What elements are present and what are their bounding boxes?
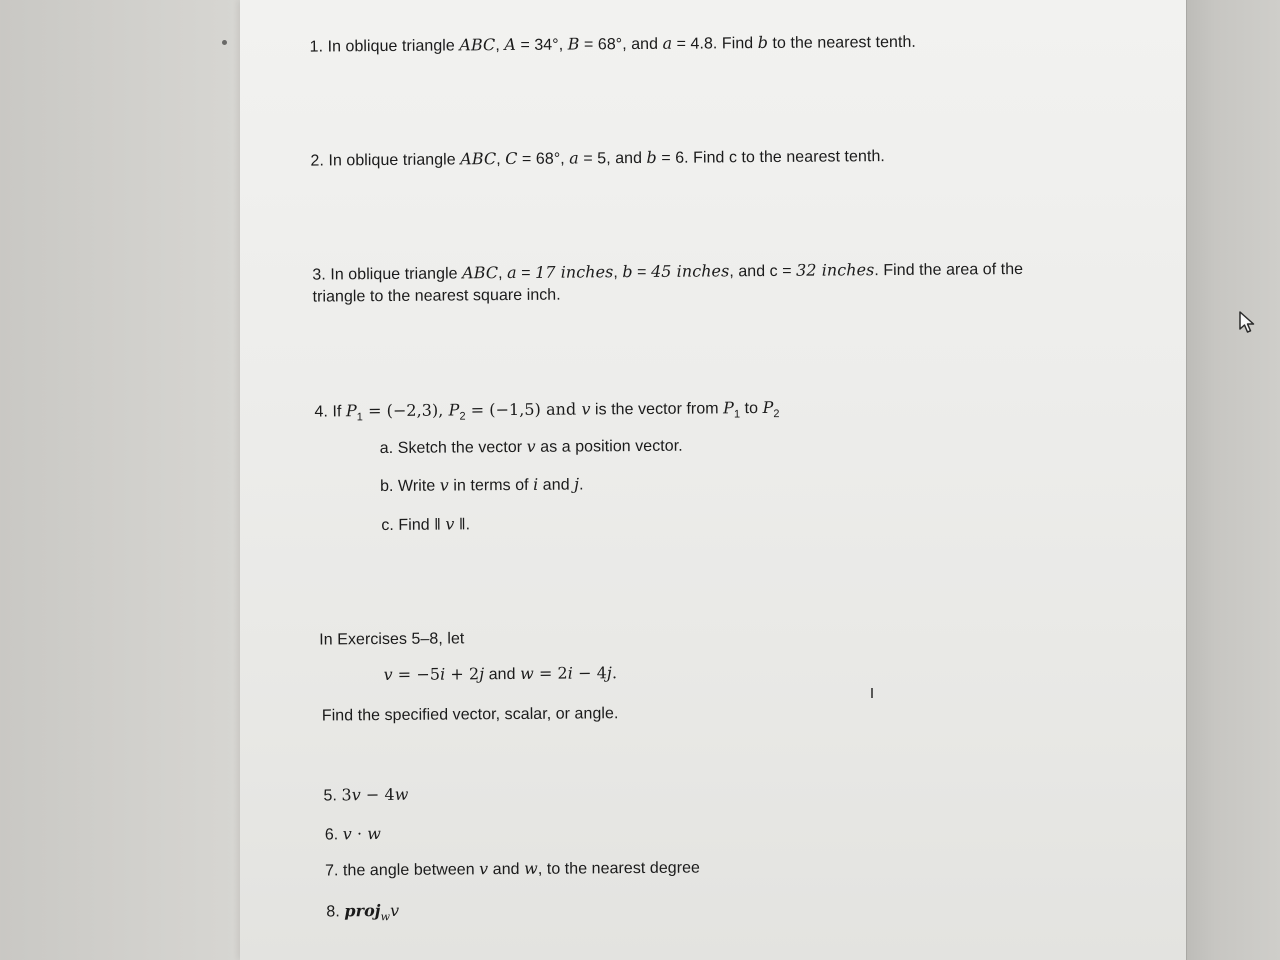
question-7: 7. the angle between v and w, to the nearest degree xyxy=(324,858,701,880)
question-2: 2. In oblique triangle ABC, C = 68°, a = 5, and b = 6. Find c to the nearest tenth. xyxy=(310,147,885,170)
question-4: 4. If $P_1 = (-2,3)$, $P_2 = (-1,5)$ and v is the vector from $P_1$ to $P_2$ xyxy=(314,397,780,424)
question-4a: a. Sketch the vector v as a position vector. xyxy=(379,436,683,458)
question-5: 5. 3v − 4w xyxy=(323,784,409,805)
mouse-cursor-icon xyxy=(1237,310,1259,334)
question-4b: b. Write v in terms of i and j. xyxy=(379,474,584,496)
screen-bezel xyxy=(1186,0,1280,960)
question-8: 8. proj$_w$v xyxy=(326,900,400,924)
question-3: 3. In oblique triangle ABC, a = 17 inches, b = 45 inches, and c = 32 inches. Find the area of the xyxy=(312,260,1024,284)
exercises-instruction: Find the specified vector, scalar, or angle. xyxy=(321,705,619,725)
question-4c: c. Find ‖ v ‖. xyxy=(381,514,471,535)
question-1: 1. In oblique triangle ABC, A = 34°, B = 68°, and a = 4.8. Find b to the nearest tenth. xyxy=(309,32,916,56)
vector-definitions: v = −5i + 2j and w = 2i − 4j. xyxy=(383,663,618,685)
question-6: 6. v · w xyxy=(324,824,382,844)
question-3-line-2: triangle to the nearest square inch. xyxy=(312,286,561,306)
exercises-intro: In Exercises 5–8, let xyxy=(319,630,465,649)
